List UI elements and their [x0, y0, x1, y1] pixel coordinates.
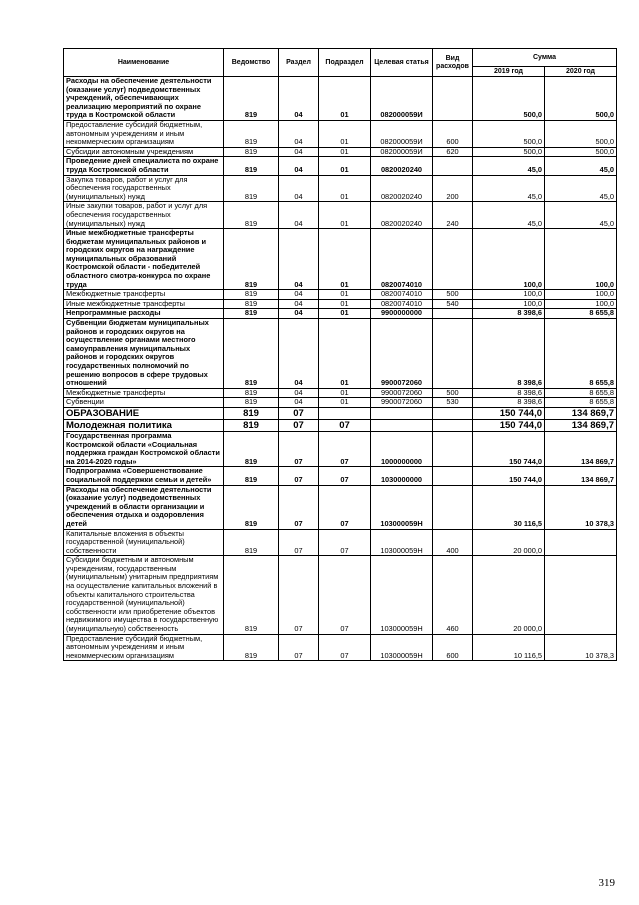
- row-type: [433, 319, 473, 389]
- row-dept: 819: [224, 634, 279, 661]
- row-target: 082000059И: [371, 120, 433, 147]
- row-name: Предоставление субсидий бюджетным, автономным учреждениям и иным некоммерческим организациям: [64, 634, 224, 661]
- row-dept: 819: [224, 431, 279, 466]
- row-sum-2020: 500,0: [545, 120, 617, 147]
- row-type: [433, 485, 473, 529]
- row-target: 0820074010: [371, 290, 433, 300]
- header-sum: Сумма: [473, 49, 617, 67]
- row-target: [371, 419, 433, 431]
- row-target: 9900000000: [371, 309, 433, 319]
- row-subsection: 01: [319, 388, 371, 398]
- row-section: 04: [279, 309, 319, 319]
- row-sum-2020: 45,0: [545, 157, 617, 175]
- row-sum-2019: 8 398,6: [473, 398, 545, 408]
- table-row: [64, 77, 617, 121]
- row-type: 540: [433, 299, 473, 309]
- table-row: [64, 290, 617, 300]
- row-name: Иные закупки товаров, работ и услуг для обеспечения государственных (муниципальных) нужд: [64, 202, 224, 229]
- row-sum-2020: 8 655,8: [545, 388, 617, 398]
- row-name: Закупка товаров, работ и услуг для обеспечения государственных (муниципальных) нужд: [64, 175, 224, 202]
- row-section: 07: [279, 529, 319, 556]
- row-sum-2019: 500,0: [473, 147, 545, 157]
- header-name: Наименование: [64, 49, 224, 77]
- row-section: 04: [279, 120, 319, 147]
- row-dept: 819: [224, 398, 279, 408]
- row-sum-2019: 150 744,0: [473, 467, 545, 485]
- row-sum-2020: 100,0: [545, 299, 617, 309]
- row-target: 9900072060: [371, 319, 433, 389]
- row-target: 103000059Н: [371, 634, 433, 661]
- row-type: 200: [433, 175, 473, 202]
- row-subsection: 01: [319, 290, 371, 300]
- row-name: Капитальные вложения в объекты государственной (муниципальной) собственности: [64, 529, 224, 556]
- row-subsection: 01: [319, 398, 371, 408]
- row-dept: 819: [224, 529, 279, 556]
- page-number: 319: [598, 877, 615, 889]
- row-type: 240: [433, 202, 473, 229]
- row-sum-2019: 8 398,6: [473, 388, 545, 398]
- row-sum-2020: 45,0: [545, 175, 617, 202]
- row-target: 9900072060: [371, 398, 433, 408]
- row-section: 04: [279, 147, 319, 157]
- row-sum-2019: 100,0: [473, 229, 545, 290]
- row-subsection: 07: [319, 485, 371, 529]
- row-type: 400: [433, 529, 473, 556]
- row-section: 04: [279, 388, 319, 398]
- row-section: 04: [279, 77, 319, 121]
- row-subsection: [319, 407, 371, 419]
- table-row: [64, 202, 617, 229]
- table-row: [64, 157, 617, 175]
- row-subsection: 01: [319, 202, 371, 229]
- row-section: 07: [279, 485, 319, 529]
- row-sum-2020: 134 869,7: [545, 431, 617, 466]
- row-sum-2019: 10 116,5: [473, 634, 545, 661]
- row-sum-2019: 500,0: [473, 120, 545, 147]
- row-subsection: 07: [319, 529, 371, 556]
- row-section: 04: [279, 202, 319, 229]
- row-section: 04: [279, 175, 319, 202]
- row-subsection: 01: [319, 319, 371, 389]
- row-dept: 819: [224, 147, 279, 157]
- row-name: Межбюджетные трансферты: [64, 388, 224, 398]
- row-sum-2020: 45,0: [545, 202, 617, 229]
- row-sum-2019: 8 398,6: [473, 319, 545, 389]
- row-subsection: 01: [319, 299, 371, 309]
- header-section: Раздел: [279, 49, 319, 77]
- row-dept: 819: [224, 388, 279, 398]
- row-section: 04: [279, 157, 319, 175]
- row-name: Подпрограмма «Совершенствование социальной поддержки семьи и детей»: [64, 467, 224, 485]
- row-subsection: 01: [319, 309, 371, 319]
- row-target: 103000059Н: [371, 529, 433, 556]
- row-section: 07: [279, 556, 319, 634]
- row-sum-2019: 20 000,0: [473, 529, 545, 556]
- row-section: 07: [279, 431, 319, 466]
- row-target: 0820020240: [371, 202, 433, 229]
- row-name: Государственная программа Костромской области «Социальная поддержка граждан Костромской области на 2014-2020 годы»: [64, 431, 224, 466]
- row-subsection: 07: [319, 556, 371, 634]
- row-dept: 819: [224, 419, 279, 431]
- row-sum-2019: 150 744,0: [473, 419, 545, 431]
- table-row: [64, 407, 617, 419]
- row-type: 500: [433, 388, 473, 398]
- row-dept: 819: [224, 77, 279, 121]
- row-dept: 819: [224, 299, 279, 309]
- row-dept: 819: [224, 319, 279, 389]
- row-sum-2019: 20 000,0: [473, 556, 545, 634]
- row-dept: 819: [224, 120, 279, 147]
- row-sum-2019: 30 116,5: [473, 485, 545, 529]
- row-name: Иные межбюджетные трансферты бюджетам муниципальных районов и городских округов на награждение муниципальных образований Костромской области - победителей областного смотра-конкурса по охране труда: [64, 229, 224, 290]
- row-target: 0820020240: [371, 157, 433, 175]
- row-sum-2019: 45,0: [473, 202, 545, 229]
- row-type: [433, 419, 473, 431]
- row-type: 500: [433, 290, 473, 300]
- row-section: 07: [279, 467, 319, 485]
- row-type: [433, 431, 473, 466]
- row-name: Межбюджетные трансферты: [64, 290, 224, 300]
- row-name: Расходы на обеспечение деятельности (оказание услуг) подведомственных учреждений в области организации и обеспечения отдыха и оздоровления детей: [64, 485, 224, 529]
- row-name: Молодежная политика: [64, 419, 224, 431]
- row-subsection: 01: [319, 175, 371, 202]
- row-type: 460: [433, 556, 473, 634]
- row-type: [433, 157, 473, 175]
- row-name: Непрограммные расходы: [64, 309, 224, 319]
- row-sum-2020: 8 655,8: [545, 309, 617, 319]
- row-sum-2020: 10 378,3: [545, 485, 617, 529]
- row-target: 0820020240: [371, 175, 433, 202]
- row-sum-2019: 45,0: [473, 157, 545, 175]
- row-sum-2020: 134 869,7: [545, 419, 617, 431]
- row-target: 103000059Н: [371, 556, 433, 634]
- row-sum-2019: 150 744,0: [473, 431, 545, 466]
- table-body: [64, 77, 617, 661]
- row-subsection: 07: [319, 419, 371, 431]
- row-target: 082000059И: [371, 147, 433, 157]
- row-name: Субвенции: [64, 398, 224, 408]
- header-2020: 2020 год: [545, 67, 617, 77]
- table-row: [64, 467, 617, 485]
- row-section: 07: [279, 634, 319, 661]
- row-sum-2020: 100,0: [545, 290, 617, 300]
- row-section: 04: [279, 299, 319, 309]
- table-row: [64, 419, 617, 431]
- table-row: [64, 485, 617, 529]
- row-target: 1000000000: [371, 431, 433, 466]
- row-type: 530: [433, 398, 473, 408]
- row-dept: 819: [224, 229, 279, 290]
- row-subsection: 01: [319, 77, 371, 121]
- row-dept: 819: [224, 309, 279, 319]
- row-sum-2020: 8 655,8: [545, 319, 617, 389]
- row-sum-2020: 134 869,7: [545, 467, 617, 485]
- row-sum-2020: 10 378,3: [545, 634, 617, 661]
- row-type: [433, 309, 473, 319]
- table-row: [64, 529, 617, 556]
- row-type: [433, 407, 473, 419]
- row-sum-2019: 150 744,0: [473, 407, 545, 419]
- row-name: Субвенции бюджетам муниципальных районов и городских округов на осуществление органами местного самоуправления муниципальных районов и городских округов государственных полномочий по решению вопросов в сфере трудовых отношений: [64, 319, 224, 389]
- row-dept: 819: [224, 175, 279, 202]
- row-target: 0820074010: [371, 299, 433, 309]
- row-sum-2019: 100,0: [473, 290, 545, 300]
- header-2019: 2019 год: [473, 67, 545, 77]
- row-name: ОБРАЗОВАНИЕ: [64, 407, 224, 419]
- row-section: 07: [279, 407, 319, 419]
- row-sum-2019: 8 398,6: [473, 309, 545, 319]
- row-section: 04: [279, 229, 319, 290]
- row-target: 103000059Н: [371, 485, 433, 529]
- row-dept: 819: [224, 556, 279, 634]
- table-row: [64, 398, 617, 408]
- row-type: [433, 77, 473, 121]
- table-row: [64, 319, 617, 389]
- row-type: [433, 229, 473, 290]
- row-sum-2020: 100,0: [545, 229, 617, 290]
- header-subsection: Подраздел: [319, 49, 371, 77]
- row-subsection: 01: [319, 120, 371, 147]
- row-section: 04: [279, 398, 319, 408]
- header-target: Целевая статья: [371, 49, 433, 77]
- row-sum-2019: 45,0: [473, 175, 545, 202]
- row-target: 9900072060: [371, 388, 433, 398]
- row-section: 04: [279, 290, 319, 300]
- table-row: [64, 431, 617, 466]
- row-type: 600: [433, 120, 473, 147]
- row-sum-2020: 134 869,7: [545, 407, 617, 419]
- row-type: 600: [433, 634, 473, 661]
- header-type: Вид расходов: [433, 49, 473, 77]
- row-sum-2020: 500,0: [545, 147, 617, 157]
- row-name: Предоставление субсидий бюджетным, автономным учреждениям и иным некоммерческим организациям: [64, 120, 224, 147]
- table-row: [64, 120, 617, 147]
- row-dept: 819: [224, 202, 279, 229]
- table-row: [64, 229, 617, 290]
- table-row: [64, 556, 617, 634]
- row-subsection: 07: [319, 634, 371, 661]
- row-name: Иные межбюджетные трансферты: [64, 299, 224, 309]
- row-name: Проведение дней специалиста по охране труда Костромской области: [64, 157, 224, 175]
- row-subsection: 01: [319, 229, 371, 290]
- row-subsection: 01: [319, 157, 371, 175]
- row-type: [433, 467, 473, 485]
- row-dept: 819: [224, 407, 279, 419]
- budget-table: [63, 48, 617, 661]
- row-section: 04: [279, 319, 319, 389]
- row-subsection: 01: [319, 147, 371, 157]
- row-target: [371, 407, 433, 419]
- row-sum-2020: 8 655,8: [545, 398, 617, 408]
- row-name: Субсидии автономным учреждениям: [64, 147, 224, 157]
- row-name: Субсидии бюджетным и автономным учреждениям, государственным (муниципальным) унитарным предприятиям на осуществление капитальных вложений в объекты капитального строительства государственной (муниципальной) собственности или приобретение объектов недвижимого имущества в государственную (муниципальную) собственность: [64, 556, 224, 634]
- row-sum-2020: [545, 529, 617, 556]
- row-type: 620: [433, 147, 473, 157]
- row-sum-2019: 100,0: [473, 299, 545, 309]
- table-row: [64, 175, 617, 202]
- row-dept: 819: [224, 290, 279, 300]
- row-sum-2020: [545, 556, 617, 634]
- row-dept: 819: [224, 467, 279, 485]
- row-section: 07: [279, 419, 319, 431]
- row-target: 082000059И: [371, 77, 433, 121]
- row-dept: 819: [224, 485, 279, 529]
- row-name: Расходы на обеспечение деятельности (оказание услуг) подведомственных учреждений, обеспечивающих реализацию мероприятий по охране труда в Костромской области: [64, 77, 224, 121]
- row-sum-2019: 500,0: [473, 77, 545, 121]
- table-row: [64, 634, 617, 661]
- header-dept: Ведомство: [224, 49, 279, 77]
- row-subsection: 07: [319, 467, 371, 485]
- row-target: 0820074010: [371, 229, 433, 290]
- row-dept: 819: [224, 157, 279, 175]
- row-subsection: 07: [319, 431, 371, 466]
- row-sum-2020: 500,0: [545, 77, 617, 121]
- row-target: 1030000000: [371, 467, 433, 485]
